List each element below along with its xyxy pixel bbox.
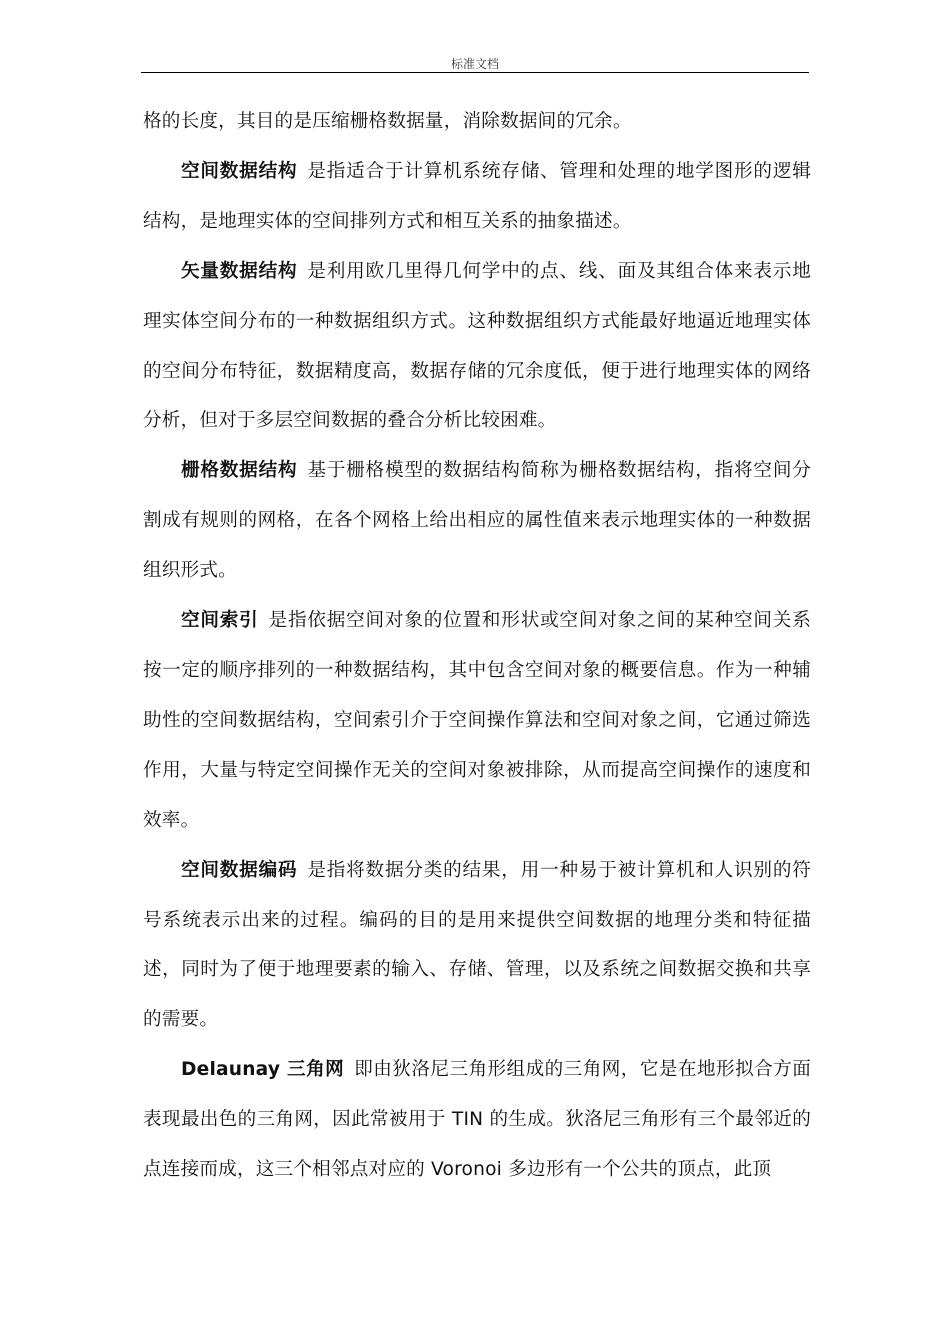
- term-heading: Delaunay 三角网: [181, 1059, 345, 1081]
- page-header-title: 标准文档: [450, 57, 499, 71]
- term-heading: 空间索引: [181, 610, 259, 632]
- paragraph-text: 是指将数据分类的结果，用一种易于被计算机和人识别的符号系统表示出来的过程。编码的目的是用来提供空间数据的地理分类和特征描述，同时为了便于地理要素的输入、存储、管理，以及系统之间数据交换和共享的需要。: [143, 859, 812, 1031]
- paragraph-text: 是指适合于计算机系统存储、管理和处理的地学图形的逻辑结构，是地理实体的空间排列方式和相互关系的抽象描述。: [143, 160, 812, 232]
- paragraph-text: 基于栅格模型的数据结构简称为栅格数据结构，指将空间分割成有规则的网格，在各个网格上给出相应的属性值来表示地理实体的一种数据组织形式。: [143, 460, 812, 582]
- term-heading: 矢量数据结构: [181, 260, 298, 282]
- paragraph-vector-data-structure: [143, 247, 811, 447]
- term-heading: 空间数据编码: [181, 859, 298, 881]
- paragraph-text: 即由狄洛尼三角形组成的三角网，它是在地形拟合方面表现最出色的三角网，因此常被用于 TIN 的生成。狄洛尼三角形有三个最邻近的点连接而成，这三个相邻点对应的 Voronoi 多边形有一个公共的顶点，此顶: [143, 1059, 811, 1181]
- paragraph-text: 是利用欧几里得几何学中的点、线、面及其组合体来表示地理实体空间分布的一种数据组织方式。这种数据组织方式能最好地逼近地理实体的空间分布特征，数据精度高，数据存储的冗余度低，便于进行地理实体的网络分析，但对于多层空间数据的叠合分析比较困难。: [143, 260, 812, 432]
- term-heading: 栅格数据结构: [181, 460, 298, 482]
- paragraph-text: 格的长度，其目的是压缩栅格数据量，消除数据间的冗余。: [143, 111, 632, 132]
- paragraph-spatial-data-structure: [143, 147, 811, 247]
- paragraph-continuation: [143, 97, 811, 147]
- paragraph-raster-data-structure: [143, 446, 811, 596]
- paragraph-spatial-data-encoding: [143, 846, 811, 1046]
- paragraph-text: 是指依据空间对象的位置和形状或空间对象之间的某种空间关系按一定的顺序排列的一种数据结构，其中包含空间对象的概要信息。作为一种辅助性的空间数据结构，空间索引介于空间操作算法和空间对象之间，它通过筛选作用，大量与特定空间操作无关的空间对象被排除，从而提高空间操作的速度和效率。: [143, 610, 811, 831]
- paragraph-spatial-index: [143, 596, 811, 846]
- term-heading: 空间数据结构: [181, 160, 298, 182]
- header-divider: [141, 72, 809, 73]
- paragraph-delaunay-triangulation: [143, 1045, 811, 1195]
- document-body: [143, 97, 811, 1195]
